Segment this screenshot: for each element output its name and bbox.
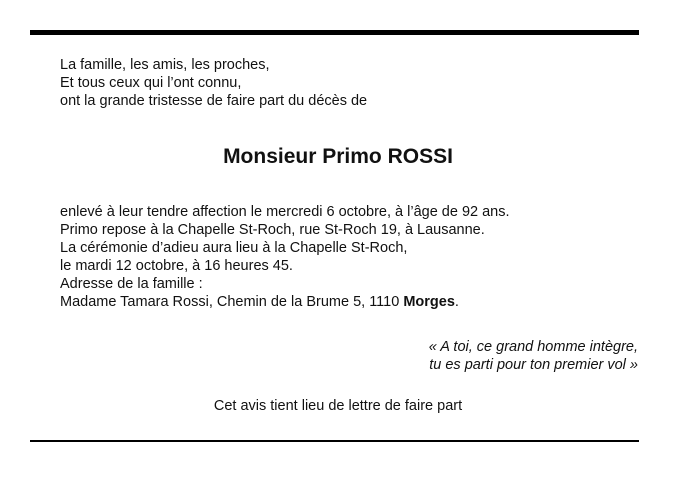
intro-line: La famille, les amis, les proches, — [60, 57, 270, 73]
details-line: le mardi 12 octobre, à 16 heures 45. — [60, 258, 293, 274]
family-address — [60, 293, 510, 311]
obituary-details — [60, 203, 510, 311]
intro-line: Et tous ceux qui l’ont connu, — [60, 75, 242, 91]
top-rule — [30, 30, 639, 35]
intro-text — [60, 56, 367, 110]
quote-line: « A toi, ce grand homme intègre, — [428, 339, 638, 355]
address-end: . — [454, 294, 459, 310]
deceased-name: Monsieur Primo ROSSI — [223, 145, 453, 168]
details-line: Primo repose à la Chapelle St-Roch, rue St-Roch 19, à Lausanne. — [60, 222, 485, 238]
details-line: Adresse de la famille : — [60, 276, 203, 292]
details-line: La cérémonie d’adieu aura lieu à la Chapelle St-Roch, — [60, 240, 408, 256]
memorial-quote — [429, 338, 638, 374]
bottom-rule — [30, 440, 639, 442]
intro-line: ont la grande tristesse de faire part du décès de — [60, 93, 368, 109]
details-line: enlevé à leur tendre affection le mercredi 6 octobre, à l’âge de 92 ans. — [60, 204, 510, 220]
footer-note: Cet avis tient lieu de lettre de faire part — [213, 398, 463, 414]
address-text: Madame Tamara Rossi, Chemin de la Brume 5, 1110 — [60, 294, 404, 310]
address-city: Morges — [403, 294, 455, 310]
quote-line: tu es parti pour ton premier vol » — [429, 357, 638, 373]
